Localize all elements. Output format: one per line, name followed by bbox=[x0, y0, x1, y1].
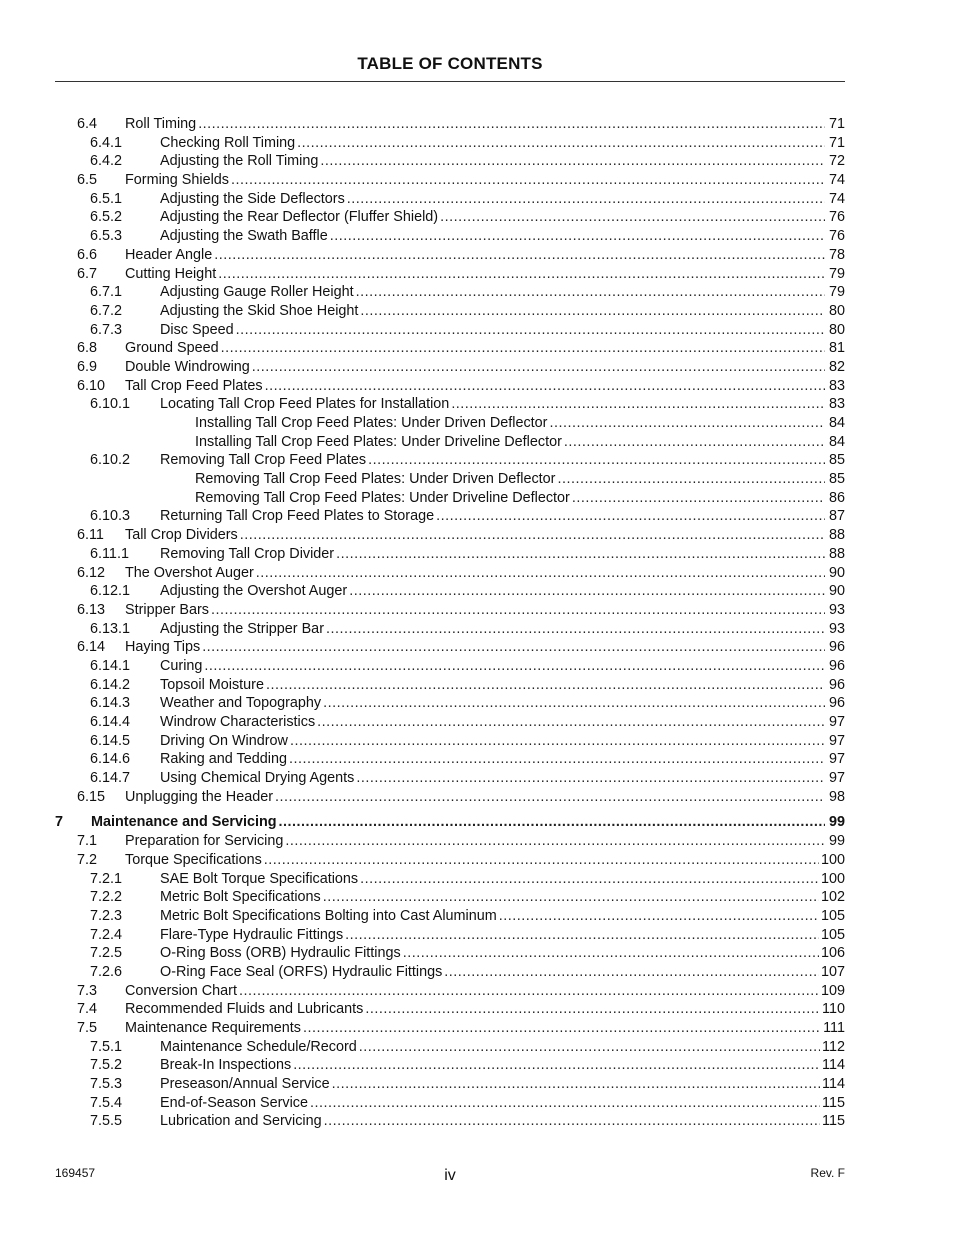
toc-entry[interactable] bbox=[55, 246, 845, 265]
toc-entry[interactable] bbox=[55, 888, 845, 907]
toc-section-number: 6.7.1 bbox=[90, 284, 123, 301]
toc-section-number: 6.14.4 bbox=[90, 714, 131, 730]
toc-page-number: 97 bbox=[828, 751, 845, 768]
toc-page-number: 90 bbox=[828, 583, 845, 600]
toc-page-number: 74 bbox=[828, 172, 845, 189]
toc-entry[interactable] bbox=[55, 732, 845, 751]
toc-dot-leader bbox=[440, 208, 825, 227]
toc-dot-leader bbox=[211, 601, 825, 620]
toc-entry[interactable] bbox=[55, 208, 845, 227]
toc-section-number: 7.5.4 bbox=[90, 1094, 123, 1111]
toc-dot-leader bbox=[368, 451, 825, 470]
toc-section-title: Double Windrowing bbox=[125, 358, 250, 375]
toc-page-number: 88 bbox=[828, 527, 845, 544]
toc-section-number: 6.6 bbox=[77, 246, 98, 263]
toc-entry[interactable] bbox=[55, 713, 845, 732]
toc-page-number: 85 bbox=[828, 452, 845, 469]
toc-section-number: 6.7.2 bbox=[90, 302, 123, 319]
toc-section-number: 6.10.2 bbox=[90, 452, 131, 469]
toc-page-number: 114 bbox=[822, 1057, 845, 1074]
toc-dot-leader bbox=[323, 694, 825, 713]
toc-section-title: Adjusting the Stripper Bar bbox=[160, 620, 324, 637]
toc-entry[interactable] bbox=[55, 414, 845, 433]
toc-section-title: Curing bbox=[160, 657, 203, 674]
toc-dot-leader bbox=[264, 851, 819, 870]
toc-entry[interactable] bbox=[55, 190, 845, 209]
toc-entry[interactable] bbox=[55, 507, 845, 526]
toc-section-number: 6.10.1 bbox=[90, 396, 131, 413]
toc-section-title: Flare-Type Hydraulic Fittings bbox=[160, 926, 344, 943]
toc-page-number: 76 bbox=[828, 209, 845, 226]
toc-dot-leader bbox=[290, 732, 825, 751]
toc-dot-leader bbox=[436, 507, 825, 526]
toc-section-number: 6.5.1 bbox=[90, 190, 123, 207]
toc-dot-leader bbox=[356, 283, 825, 302]
toc-section-number: 7.2.5 bbox=[90, 945, 123, 962]
toc-section-number: 6.5.3 bbox=[90, 228, 123, 245]
toc-page-number: 107 bbox=[820, 963, 845, 980]
toc-section-number: 6.14.1 bbox=[90, 657, 131, 674]
toc-page-number: 76 bbox=[828, 228, 845, 245]
toc-section-number: 7.5.3 bbox=[90, 1076, 123, 1093]
toc-section-number: 6.12 bbox=[77, 564, 106, 581]
toc-dot-leader bbox=[549, 414, 825, 433]
toc-section-title: Stripper Bars bbox=[125, 601, 209, 618]
toc-page-number: 85 bbox=[828, 471, 845, 488]
toc-dot-leader bbox=[204, 657, 825, 676]
toc-section-title: Break-In Inspections bbox=[160, 1057, 292, 1074]
toc-section-title: O-Ring Boss (ORB) Hydraulic Fittings bbox=[160, 945, 401, 962]
toc-section-number: 6.14.3 bbox=[90, 695, 131, 712]
toc-page-number: 97 bbox=[828, 770, 845, 787]
toc-entry[interactable] bbox=[55, 227, 845, 246]
toc-entry[interactable] bbox=[55, 134, 845, 153]
toc-section-title: Topsoil Moisture bbox=[160, 676, 264, 693]
toc-page-number: 114 bbox=[822, 1076, 845, 1093]
toc-section-number: 6.13 bbox=[77, 601, 106, 618]
title-divider bbox=[55, 81, 845, 82]
toc-section-title: Adjusting the Roll Timing bbox=[160, 153, 319, 170]
toc-entry[interactable] bbox=[55, 377, 845, 396]
toc-dot-leader bbox=[323, 888, 819, 907]
toc-entry[interactable] bbox=[55, 963, 845, 982]
toc-page-number: 79 bbox=[828, 284, 845, 301]
toc-entry[interactable] bbox=[55, 489, 845, 508]
toc-section-number: 6.14.5 bbox=[90, 732, 131, 749]
toc-section-title: Removing Tall Crop Feed Plates: Under Driven Deflector bbox=[195, 471, 556, 488]
toc-page-number: 97 bbox=[828, 732, 845, 749]
toc-entry[interactable] bbox=[55, 620, 845, 639]
toc-page-number: 82 bbox=[828, 358, 845, 375]
toc-page-number: 110 bbox=[822, 1001, 845, 1018]
toc-section-number: 6.13.1 bbox=[90, 620, 131, 637]
toc-page-number: 84 bbox=[828, 415, 845, 431]
toc-entry[interactable] bbox=[55, 832, 845, 851]
toc-page-number: 83 bbox=[828, 377, 845, 394]
toc-dot-leader bbox=[285, 832, 825, 851]
toc-page-number: 84 bbox=[828, 433, 845, 450]
toc-page-number: 99 bbox=[828, 814, 845, 831]
toc-entry[interactable] bbox=[55, 564, 845, 583]
toc-entry[interactable] bbox=[55, 265, 845, 284]
toc-section-number: 7.2.4 bbox=[90, 926, 123, 943]
toc-dot-leader bbox=[303, 1019, 821, 1038]
toc-section-title: Preseason/Annual Service bbox=[160, 1076, 330, 1093]
toc-section-title: SAE Bolt Torque Specifications bbox=[160, 870, 359, 887]
toc-page-number: 87 bbox=[828, 508, 845, 525]
toc-section-title: Installing Tall Crop Feed Plates: Under Driveline Deflector bbox=[195, 433, 562, 450]
toc-entry[interactable] bbox=[55, 1000, 845, 1019]
toc-page-number: 98 bbox=[828, 788, 845, 805]
toc-page-number: 109 bbox=[820, 982, 845, 999]
toc-page-number: 96 bbox=[828, 657, 845, 674]
toc-page-number: 105 bbox=[820, 926, 845, 943]
toc-dot-leader bbox=[349, 582, 825, 601]
toc-page-number: 86 bbox=[828, 489, 845, 506]
toc-entry[interactable] bbox=[55, 171, 845, 190]
toc-section-title: Adjusting the Overshot Auger bbox=[160, 583, 348, 600]
toc-dot-leader bbox=[275, 788, 825, 807]
toc-entry[interactable] bbox=[55, 395, 845, 414]
toc-section-title: Returning Tall Crop Feed Plates to Storage bbox=[160, 508, 435, 525]
toc-section-title: End-of-Season Service bbox=[160, 1094, 308, 1111]
toc-entry[interactable] bbox=[55, 851, 845, 870]
toc-dot-leader bbox=[221, 339, 825, 358]
toc-entry[interactable] bbox=[55, 769, 845, 788]
toc-dot-leader bbox=[444, 963, 819, 982]
toc-dot-leader bbox=[499, 907, 819, 926]
toc-section-title: O-Ring Face Seal (ORFS) Hydraulic Fittings bbox=[160, 963, 443, 980]
toc-dot-leader bbox=[360, 302, 825, 321]
toc-entry[interactable] bbox=[55, 1019, 845, 1038]
toc-page-number: 83 bbox=[828, 396, 845, 413]
toc-section-number: 7.1 bbox=[77, 833, 98, 850]
toc-entry[interactable] bbox=[55, 907, 845, 926]
toc-section-number: 7.2.3 bbox=[90, 907, 123, 924]
toc-entry[interactable] bbox=[55, 657, 845, 676]
toc-page-number: 74 bbox=[828, 190, 845, 207]
toc-section-title: Ground Speed bbox=[125, 340, 219, 357]
toc-entry[interactable] bbox=[55, 601, 845, 620]
toc-page-number: 80 bbox=[828, 321, 845, 338]
toc-section-title: Disc Speed bbox=[160, 321, 234, 338]
toc-entry[interactable] bbox=[55, 788, 845, 807]
toc-page-number: 106 bbox=[820, 945, 845, 962]
toc-page-number: 96 bbox=[828, 695, 845, 712]
toc-section-title: Recommended Fluids and Lubricants bbox=[125, 1001, 364, 1018]
toc-dot-leader bbox=[330, 227, 825, 246]
toc-entry[interactable] bbox=[55, 1112, 845, 1131]
toc-page-number: 100 bbox=[820, 870, 845, 887]
toc-section-title: Cutting Height bbox=[125, 265, 217, 282]
toc-section-number: 6.5 bbox=[77, 172, 98, 189]
toc-section-title: Weather and Topography bbox=[160, 695, 322, 712]
toc-entry[interactable] bbox=[55, 1056, 845, 1075]
toc-dot-leader bbox=[572, 489, 825, 508]
toc-dot-leader bbox=[240, 526, 825, 545]
toc-section-number: 6.10.3 bbox=[90, 508, 131, 525]
toc-entry[interactable] bbox=[55, 870, 845, 889]
toc-section-title: Header Angle bbox=[125, 246, 213, 263]
toc-entry[interactable] bbox=[55, 694, 845, 713]
toc-entry[interactable] bbox=[55, 582, 845, 601]
toc-section-title: Torque Specifications bbox=[125, 851, 262, 868]
toc-entry[interactable] bbox=[55, 926, 845, 945]
toc-section-number: 6.15 bbox=[77, 788, 106, 805]
toc-dot-leader bbox=[252, 358, 825, 377]
toc-dot-leader bbox=[347, 190, 825, 209]
toc-section-number: 7.2 bbox=[77, 851, 98, 868]
toc-section-title: Adjusting the Skid Shoe Height bbox=[160, 302, 359, 319]
toc-page-number: 111 bbox=[823, 1020, 845, 1036]
toc-section-number: 7.4 bbox=[77, 1001, 98, 1018]
page-title: TABLE OF CONTENTS bbox=[357, 54, 543, 73]
toc-dot-leader bbox=[324, 1112, 820, 1131]
toc-entry[interactable] bbox=[55, 433, 845, 452]
toc-chapter-row[interactable] bbox=[55, 813, 845, 832]
revision: Rev. F bbox=[810, 1166, 845, 1180]
toc-page-number: 115 bbox=[822, 1113, 845, 1130]
toc-dot-leader bbox=[557, 470, 825, 489]
toc-section-number: 6.12.1 bbox=[90, 583, 131, 600]
toc-section-title: Locating Tall Crop Feed Plates for Installation bbox=[160, 396, 450, 413]
toc-entry[interactable] bbox=[55, 302, 845, 321]
toc-page-number: 90 bbox=[828, 564, 845, 581]
toc-entry[interactable] bbox=[55, 470, 845, 489]
toc-dot-leader bbox=[239, 982, 819, 1001]
toc-section-title: Unplugging the Header bbox=[125, 788, 274, 805]
toc-section-title: The Overshot Auger bbox=[125, 564, 254, 581]
toc-entry[interactable] bbox=[55, 1038, 845, 1057]
toc-section-number: 6.8 bbox=[77, 340, 98, 357]
toc-dot-leader bbox=[451, 395, 825, 414]
toc-dot-leader bbox=[202, 638, 825, 657]
toc-section-number: 6.14.2 bbox=[90, 676, 131, 693]
toc-page-number: 72 bbox=[828, 153, 845, 170]
toc-entry[interactable] bbox=[55, 1094, 845, 1113]
toc-page-number: 99 bbox=[828, 833, 845, 850]
document-number: 169457 bbox=[55, 1166, 96, 1180]
toc-dot-leader bbox=[214, 246, 825, 265]
toc-dot-leader bbox=[317, 713, 825, 732]
toc-page-number: 80 bbox=[828, 302, 845, 319]
toc-page-number: 79 bbox=[828, 265, 845, 282]
toc-dot-leader bbox=[289, 750, 825, 769]
toc-section-title: Conversion Chart bbox=[125, 982, 237, 999]
toc-section-title: Windrow Characteristics bbox=[160, 714, 316, 730]
toc-section-title: Lubrication and Servicing bbox=[160, 1113, 322, 1130]
toc-entry[interactable] bbox=[55, 676, 845, 695]
toc-section-number: 6.11.1 bbox=[90, 545, 129, 562]
toc-section-number: 7 bbox=[55, 814, 64, 831]
toc-entry[interactable] bbox=[55, 358, 845, 377]
toc-section-title: Checking Roll Timing bbox=[160, 134, 296, 151]
toc-section-number: 6.14.6 bbox=[90, 751, 131, 768]
toc-entry[interactable] bbox=[55, 321, 845, 340]
toc-page-number: 100 bbox=[820, 851, 845, 868]
toc-section-number: 6.11 bbox=[77, 527, 104, 544]
toc-dot-leader bbox=[403, 944, 819, 963]
toc-page-number: 97 bbox=[828, 714, 845, 730]
toc-section-title: Adjusting the Swath Baffle bbox=[160, 228, 328, 245]
toc-entry[interactable] bbox=[55, 1075, 845, 1094]
toc-dot-leader bbox=[365, 1000, 820, 1019]
toc-dot-leader bbox=[310, 1094, 820, 1113]
toc-entry[interactable] bbox=[55, 451, 845, 470]
toc-dot-leader bbox=[265, 377, 825, 396]
toc-page-number: 105 bbox=[820, 907, 845, 924]
toc-section-title: Maintenance Requirements bbox=[125, 1020, 301, 1036]
toc-section-title: Removing Tall Crop Feed Plates bbox=[160, 452, 367, 469]
toc-section-title: Adjusting Gauge Roller Height bbox=[160, 284, 354, 301]
table-of-contents bbox=[55, 115, 845, 1131]
toc-section-title: Driving On Windrow bbox=[160, 732, 288, 749]
toc-section-title: Removing Tall Crop Feed Plates: Under Driveline Deflector bbox=[195, 489, 570, 506]
toc-dot-leader bbox=[326, 620, 825, 639]
toc-dot-leader bbox=[332, 1075, 820, 1094]
toc-entry[interactable] bbox=[55, 750, 845, 769]
toc-dot-leader bbox=[564, 433, 825, 452]
toc-dot-leader bbox=[256, 564, 825, 583]
toc-dot-leader bbox=[359, 1038, 820, 1057]
toc-section-title: Tall Crop Dividers bbox=[125, 527, 238, 544]
toc-section-title: Maintenance Schedule/Record bbox=[160, 1038, 357, 1055]
toc-section-title: Preparation for Servicing bbox=[125, 833, 284, 850]
toc-section-number: 7.5.2 bbox=[90, 1057, 123, 1074]
toc-dot-leader bbox=[345, 926, 819, 945]
toc-section-title: Forming Shields bbox=[125, 172, 229, 189]
toc-page-number: 96 bbox=[828, 676, 845, 693]
toc-section-title: Metric Bolt Specifications bbox=[160, 889, 321, 906]
toc-section-number: 6.5.2 bbox=[90, 209, 123, 226]
toc-section-title: Tall Crop Feed Plates bbox=[125, 377, 263, 394]
toc-dot-leader bbox=[279, 813, 825, 832]
toc-entry[interactable] bbox=[55, 545, 845, 564]
toc-section-number: 7.2.2 bbox=[90, 889, 123, 906]
toc-page-number: 96 bbox=[828, 639, 845, 656]
toc-section-title: Metric Bolt Specifications Bolting into Cast Aluminum bbox=[160, 907, 497, 924]
toc-entry[interactable] bbox=[55, 638, 845, 657]
toc-section-number: 7.5 bbox=[77, 1020, 98, 1036]
toc-section-number: 6.7.3 bbox=[90, 321, 123, 338]
toc-section-number: 7.3 bbox=[77, 982, 98, 999]
toc-dot-leader bbox=[198, 115, 825, 134]
toc-dot-leader bbox=[293, 1056, 820, 1075]
toc-page-number: 71 bbox=[828, 116, 845, 132]
toc-page-number: 102 bbox=[820, 889, 845, 906]
toc-page-number: 71 bbox=[828, 134, 845, 151]
toc-section-number: 7.2.1 bbox=[90, 870, 123, 887]
toc-section-title: Maintenance and Servicing bbox=[91, 814, 277, 831]
toc-page-number: 78 bbox=[828, 246, 845, 263]
toc-section-number: 6.9 bbox=[77, 358, 98, 375]
toc-dot-leader bbox=[236, 321, 825, 340]
toc-dot-leader bbox=[360, 870, 819, 889]
toc-dot-leader bbox=[218, 265, 825, 284]
toc-section-number: 6.10 bbox=[77, 377, 106, 394]
toc-section-number: 6.4.1 bbox=[90, 134, 123, 151]
toc-section-title: Installing Tall Crop Feed Plates: Under Driven Deflector bbox=[195, 415, 548, 431]
toc-dot-leader bbox=[356, 769, 825, 788]
toc-entry[interactable] bbox=[55, 115, 845, 134]
toc-entry[interactable] bbox=[55, 526, 845, 545]
toc-section-title: Using Chemical Drying Agents bbox=[160, 770, 355, 787]
toc-entry[interactable] bbox=[55, 944, 845, 963]
toc-page-number: 112 bbox=[822, 1038, 845, 1055]
toc-entry[interactable] bbox=[55, 152, 845, 171]
toc-section-title: Roll Timing bbox=[125, 116, 197, 132]
toc-section-number: 6.14.7 bbox=[90, 770, 131, 787]
toc-dot-leader bbox=[320, 152, 825, 171]
toc-entry[interactable] bbox=[55, 283, 845, 302]
toc-page-number: 93 bbox=[828, 601, 845, 618]
toc-page-number: 93 bbox=[828, 620, 845, 637]
toc-section-number: 6.4 bbox=[77, 116, 98, 132]
toc-section-title: Raking and Tedding bbox=[160, 751, 287, 768]
toc-dot-leader bbox=[266, 676, 825, 695]
toc-entry[interactable] bbox=[55, 982, 845, 1001]
toc-dot-leader bbox=[231, 171, 825, 190]
toc-section-number: 7.2.6 bbox=[90, 963, 123, 980]
toc-entry[interactable] bbox=[55, 339, 845, 358]
toc-section-title: Removing Tall Crop Divider bbox=[160, 545, 335, 562]
toc-page-number: 115 bbox=[822, 1094, 845, 1111]
toc-section-title: Adjusting the Rear Deflector (Fluffer Shield) bbox=[160, 209, 439, 226]
toc-section-number: 6.4.2 bbox=[90, 153, 123, 170]
toc-section-number: 6.14 bbox=[77, 639, 106, 656]
page-number: iv bbox=[444, 1167, 456, 1184]
toc-section-title: Adjusting the Side Deflectors bbox=[160, 190, 345, 207]
toc-section-title: Haying Tips bbox=[125, 639, 201, 656]
toc-page-number: 81 bbox=[828, 340, 845, 357]
toc-section-number: 7.5.1 bbox=[90, 1038, 123, 1055]
toc-page-number: 88 bbox=[828, 545, 845, 562]
toc-section-number: 7.5.5 bbox=[90, 1113, 123, 1130]
toc-dot-leader bbox=[297, 134, 825, 153]
toc-dot-leader bbox=[336, 545, 825, 564]
toc-section-number: 6.7 bbox=[77, 265, 98, 282]
